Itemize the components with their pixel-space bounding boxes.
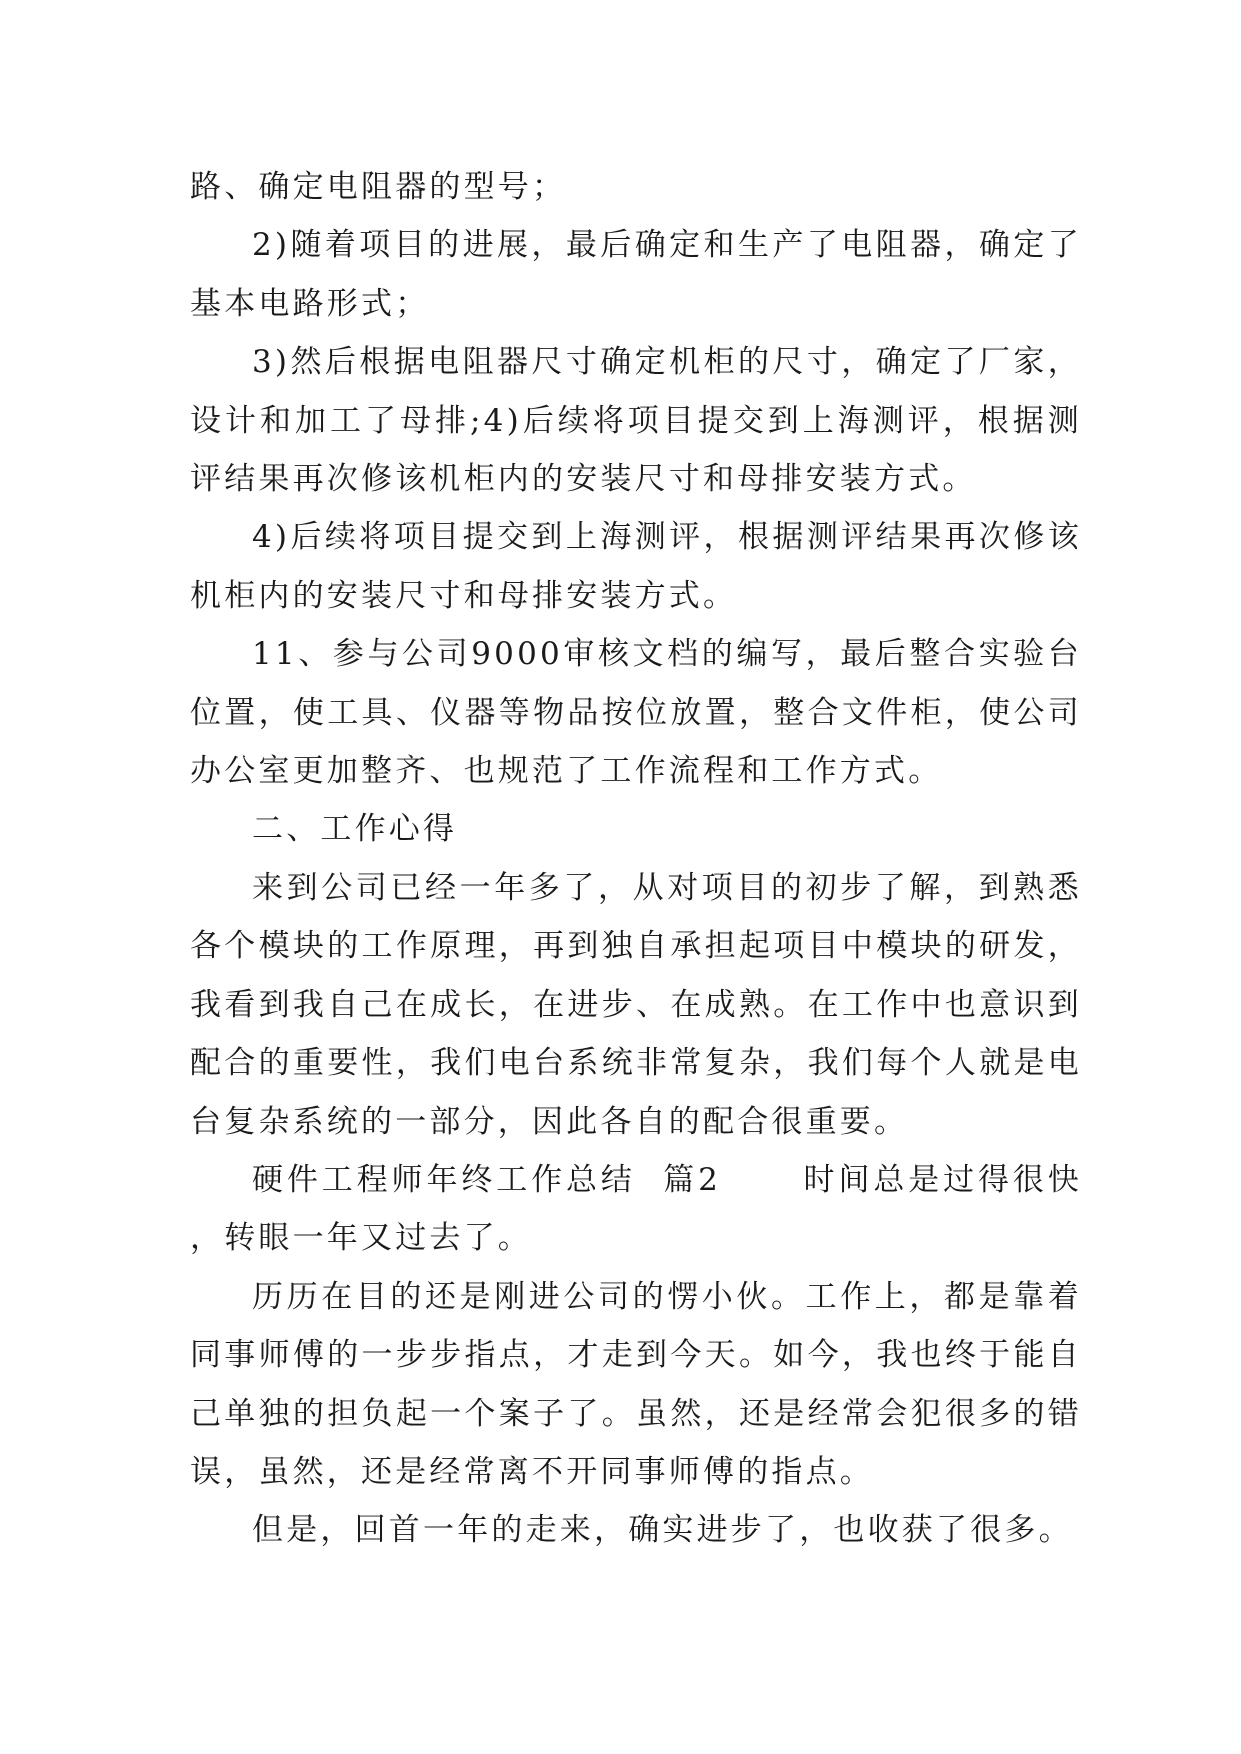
paragraph-4: 4)后续将项目提交到上海测评，根据测评结果再次修该机柜内的安装尺寸和母排安装方式。	[190, 519, 1082, 614]
section-heading: 二、工作心得	[252, 811, 458, 848]
paragraph-2: 2)随着项目的进展，最后确定和生产了电阻器，确定了基本电路形式；	[190, 227, 1082, 322]
paragraph-7: 硬件工程师年终工作总结 篇2 时间总是过得很快，转眼一年又过去了。	[190, 1161, 1082, 1257]
paragraph-6: 来到公司已经一年多了，从对项目的初步了解，到熟悉各个模块的工作原理，再到独自承担起项目中模块的研发，我看到我自己在成长，在进步、在成熟。在工作中也意识到配合的重要性，我们电台系统非常复杂，我们每个人就是电台复杂系统的一部分，因此各自的配合很重要。	[190, 869, 1082, 1140]
paragraph-9: 但是，回首一年的走来，确实进步了，也收获了很多。	[252, 1512, 1073, 1549]
paragraph-8: 历历在目的还是刚进公司的愣小伙。工作上，都是靠着同事师傅的一步步指点，才走到今天。如今，我也终于能自己单独的担负起一个案子了。虽然，还是经常会犯很多的错误，虽然，还是经常离不开同事师傅的指点。	[190, 1278, 1082, 1490]
document-body	[190, 158, 1082, 1560]
paragraph-1: 路、确定电阻器的型号；	[190, 169, 567, 205]
paragraph-5: 11、参与公司9000审核文档的编写，最后整合实验台位置，使工具、仪器等物品按位放置，整合文件柜，使公司办公室更加整齐、也规范了工作流程和工作方式。	[190, 636, 1082, 790]
paragraph-3: 3)然后根据电阻器尺寸确定机柜的尺寸，确定了厂家，设计和加工了母排;4)后续将项目提交到上海测评，根据测评结果再次修该机柜内的安装尺寸和母排安装方式。	[190, 344, 1082, 498]
